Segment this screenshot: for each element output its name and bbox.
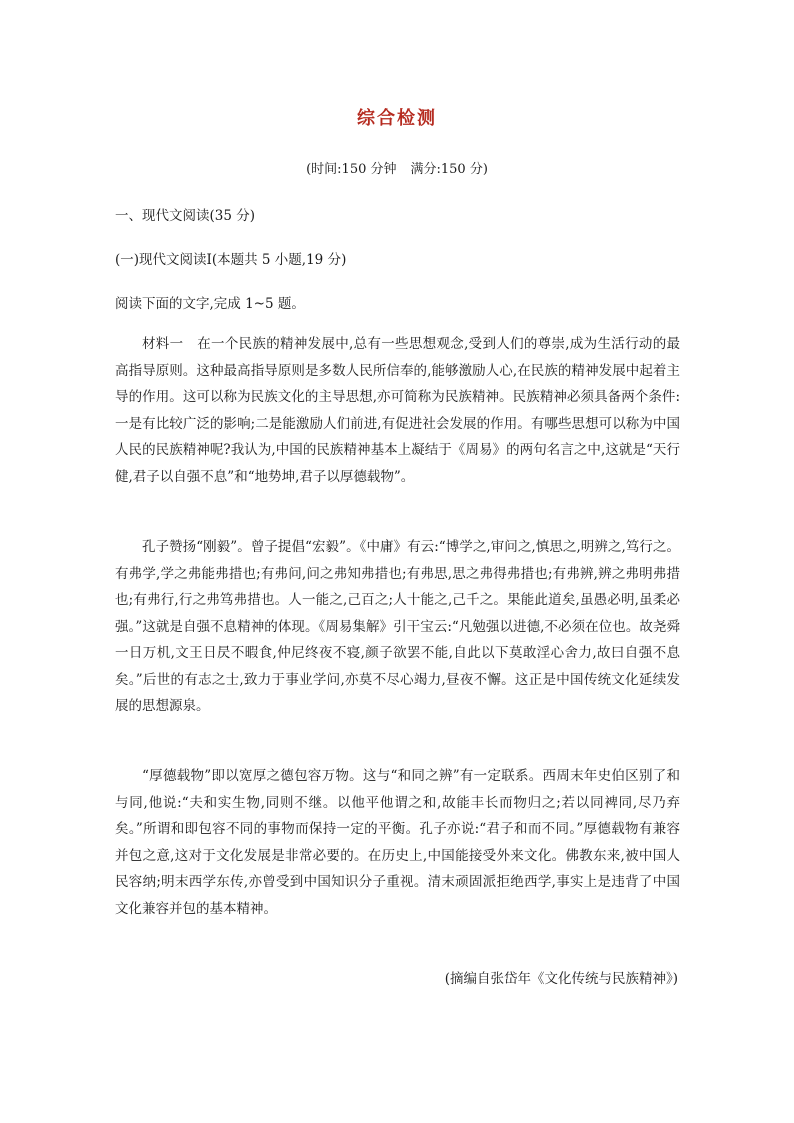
paragraph-self-improvement: 孔子赞扬“刚毅”。曾子提倡“宏毅”。《中庸》有云:“博学之,审问之,慎思之,明辨之,笃行之。有弗学,学之弗能弗措也;有弗问,问之弗知弗措也;有弗思,思之弗得弗措也;有弗辨,辨之弗明弗措也;有弗行,行之弗笃弗措也。人一能之,己百之;人十能之,己千之。果能此道矣,虽愚必明,虽柔必强。”这就是自强不息精神的体现。《周易集解》引干宝云:“凡勉强以进德,不必须在位也。故尧舜一日万机,文王日昃不暇食,仲尼终夜不寝,颜子欲罢不能,自此以下莫敢淫心舍力,故曰自强不息矣。”后世的有志之士,致力于事业学问,亦莫不尽心竭力,昼夜不懈。这正是中国传统文化延续发展的思想源泉。 (115, 539, 680, 714)
page-title: 综合检测 (357, 108, 437, 129)
exam-info (0, 158, 794, 177)
paragraph-material-one: 材料一 在一个民族的精神发展中,总有一些思想观念,受到人们的尊崇,成为生活行动的最高指导原则。这种最高指导原则是多数人民所信奉的,能够激励人心,在民族的精神发展中起着主导的作用。这可以称为民族文化的主导思想,亦可简称为民族精神。民族精神必须具备两个条件:一是有比较广泛的影响;二是能激励人们前进,有促进社会发展的作用。有哪些思想可以称为中国人民的民族精神呢?我认为,中国的民族精神基本上凝结于《周易》的两句名言之中,这就是“天行健,君子以自强不息”和“地势坤,君子以厚德载物”。 (115, 336, 680, 485)
paragraph-virtue: “厚德载物”即以宽厚之德包容万物。这与“和同之辨”有一定联系。西周末年史伯区别了和与同,他说:“夫和实生物,同则不继。以他平他谓之和,故能丰长而物归之;若以同裨同,尽乃弃矣。”所谓和即包容不同的事物而保持一定的平衡。孔子亦说:“君子和而不同。”厚德载物有兼容并包之意,这对于文化发展是非常必要的。在历史上,中国能接受外来文化。佛教东来,被中国人民容纳;明末西学东传,亦曾受到中国知识分子重视。清末顽固派拒绝西学,事实上是违背了中国文化兼容并包的基本精神。 (115, 768, 680, 917)
source-citation: (摘编自张岱年《文化传统与民族精神》) (444, 971, 678, 987)
subsection-heading: (一)现代文阅读Ⅰ(本题共 5 小题,19 分) (115, 252, 347, 268)
exam-time: (时间:150 分钟 (306, 162, 397, 177)
exam-score: 满分:150 分) (410, 162, 488, 177)
section-heading: 一、现代文阅读(35 分) (115, 208, 256, 224)
reading-instruction: 阅读下面的文字,完成 1~5 题。 (115, 296, 305, 312)
